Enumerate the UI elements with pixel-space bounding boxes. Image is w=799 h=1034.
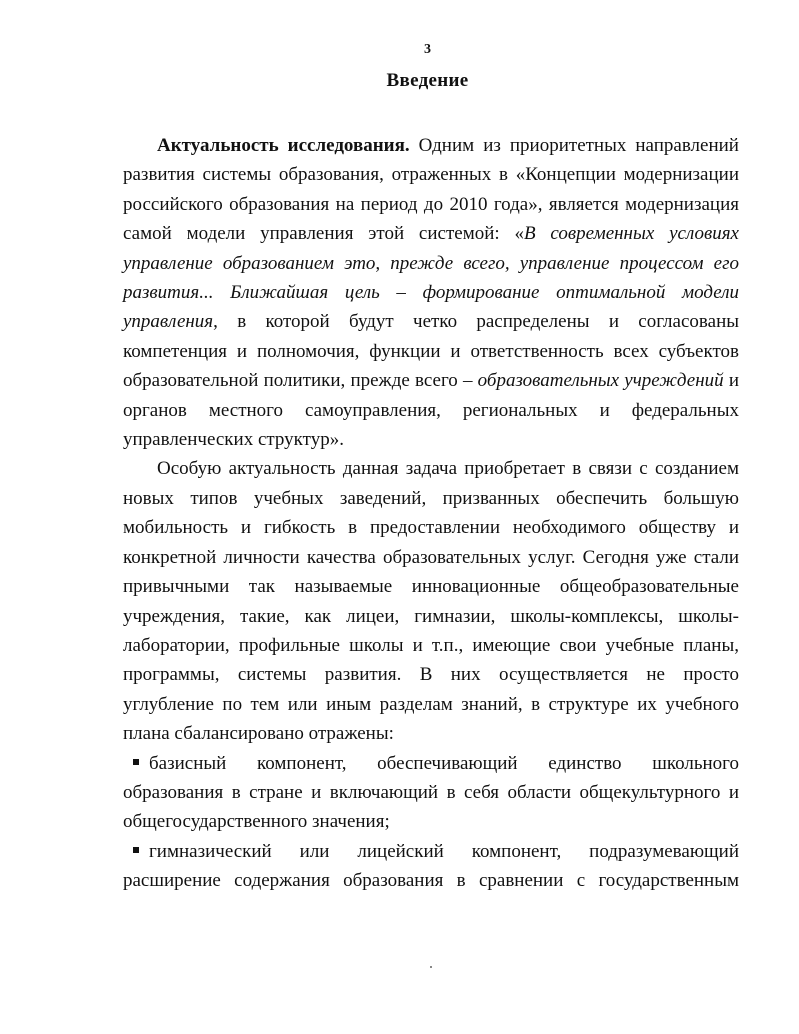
paragraph-relevance xyxy=(123,131,739,454)
bullet-square-icon xyxy=(133,759,139,765)
bullet-square-icon xyxy=(133,847,139,853)
list-item xyxy=(123,837,739,896)
paragraph-special-relevance: Особую актуальность данная задача приобретает в связи с созданием новых типов учебных заведений, призванных обеспечить большую мобильность и гибкость в предоставлении необходимого обществу и конкретной личности качества образовательных услуг. Сегодня уже стали привычными так называемые инновационные общеобразовательные учреждения, такие, как лицеи, гимназии, школы-комплексы, школы-лаборатории, профильные школы и т.п., имеющие свои учебные планы, программы, системы развития. В них осуществляется не просто углубление по тем или иным разделам знаний, в структуре их учебного плана сбалансировано отражены: xyxy=(123,458,739,745)
relevance-heading: Актуальность исследования. xyxy=(157,135,410,156)
quote-italic: В современных условиях управление образованием это, прежде всего, управление процессом его развития... Ближайшая цель – формирование оптимальной модели управления xyxy=(123,223,739,333)
page-number: 3 xyxy=(424,42,431,57)
document-body xyxy=(123,131,739,896)
component-list xyxy=(123,749,739,896)
paragraph-text: и органов местного самоуправления, региональных и федеральных управленческих структур». xyxy=(123,370,740,451)
scan-speck xyxy=(430,966,432,968)
list-item-text: гимназический или лицейский компонент, подразумевающий расширение содержания образования в сравнении с государственным xyxy=(123,840,739,892)
paragraph-text: , в которой будут четко распределены и согласованы компетенция и полномочия, функции и ответственность всех субъектов образовательной политики, прежде всего – xyxy=(123,311,739,392)
paragraph-text: Одним из приоритетных направлений развития системы образования, отраженных в «Концепции модернизации российского образования на период до 2010 года», является модернизация самой модели управления этой системой: « xyxy=(123,135,739,245)
list-item-text: базисный компонент, обеспечивающий единство школьного образования в стране и включающий в себя области общекультурного и общегосударственного значения; xyxy=(123,752,739,833)
page-title: Введение xyxy=(386,70,469,91)
list-item xyxy=(123,749,739,837)
quote-italic: образовательных учреждений xyxy=(477,370,724,392)
